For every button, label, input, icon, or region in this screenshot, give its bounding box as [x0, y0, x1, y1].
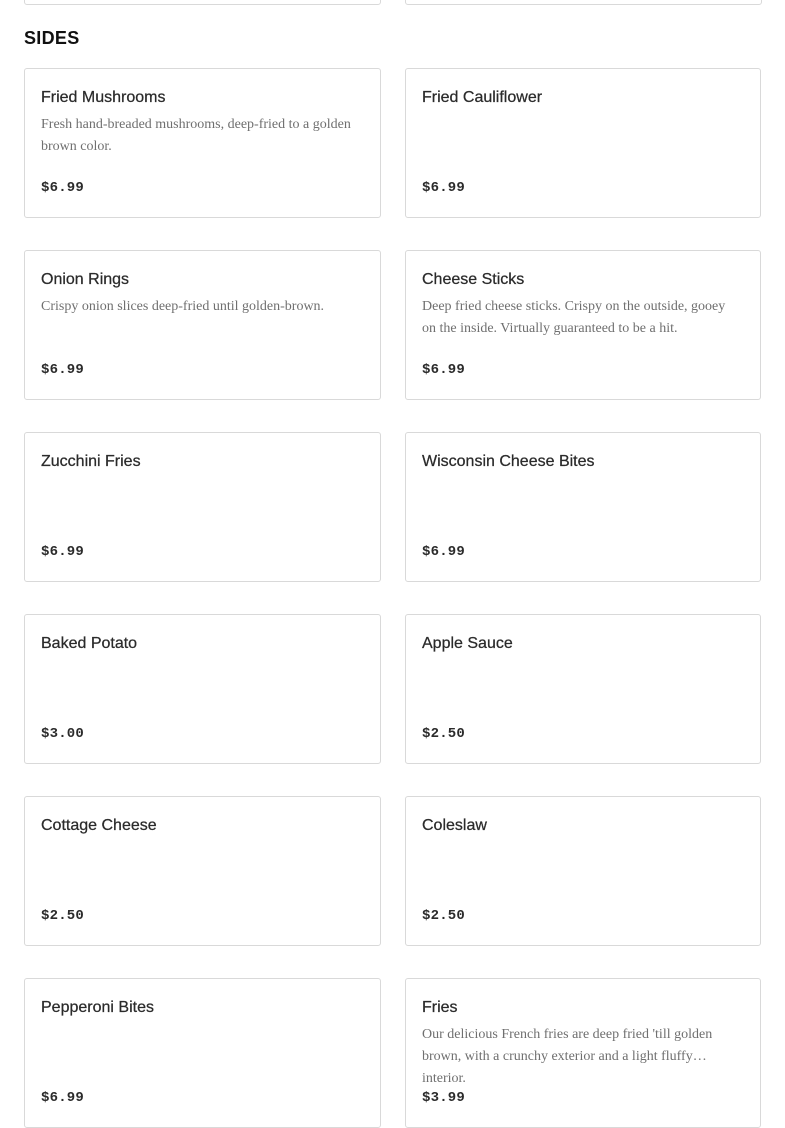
menu-item-card[interactable]: [24, 432, 381, 582]
menu-item-price: $6.99: [41, 362, 85, 378]
menu-item-description: Our delicious French fries are deep fried 'till golden brown, with a crunchy exterior and a light fluffy interior.: [422, 1027, 713, 1086]
menu-item-card[interactable]: [405, 432, 761, 582]
menu-item-card[interactable]: [405, 796, 761, 946]
menu-item-price: $3.99: [422, 1090, 466, 1106]
menu-item-name: Wisconsin Cheese Bites: [422, 453, 595, 470]
menu-item-price: $6.99: [41, 544, 85, 560]
menu-item-card[interactable]: [24, 68, 381, 218]
menu-item-name: Fried Mushrooms: [41, 89, 166, 106]
menu-item-name: Cheese Sticks: [422, 271, 525, 288]
menu-item-name: Fried Cauliflower: [422, 89, 543, 106]
menu-item-price: $6.99: [422, 544, 466, 560]
menu-items-grid: [24, 68, 761, 1128]
previous-section-card[interactable]: [405, 0, 762, 5]
previous-section-card[interactable]: [24, 0, 381, 5]
menu-item-card[interactable]: [24, 978, 381, 1128]
menu-item-price: $6.99: [422, 362, 466, 378]
menu-item-name: Onion Rings: [41, 271, 130, 288]
menu-item-name: Fries: [422, 999, 458, 1016]
menu-item-card[interactable]: [24, 796, 381, 946]
menu-item-price: $6.99: [41, 180, 85, 196]
menu-item-description: Deep fried cheese sticks. Crispy on the outside, gooey on the inside. Virtually guaranteed to be a hit.: [422, 299, 726, 336]
menu-item-card[interactable]: [405, 68, 761, 218]
menu-item-card[interactable]: [405, 250, 761, 400]
menu-item-card[interactable]: [405, 978, 761, 1128]
menu-item-name: Cottage Cheese: [41, 817, 157, 834]
menu-item-price: $3.00: [41, 726, 85, 742]
menu-item-description: Crispy onion slices deep-fried until golden-brown.: [41, 299, 325, 314]
menu-item-price: $2.50: [422, 908, 466, 924]
menu-item-name: Pepperoni Bites: [41, 999, 154, 1016]
menu-item-card[interactable]: [24, 250, 381, 400]
menu-item-name: Coleslaw: [422, 817, 487, 834]
menu-item-name: Baked Potato: [41, 635, 138, 652]
menu-item-price: $2.50: [41, 908, 85, 924]
menu-item-name: Apple Sauce: [422, 635, 513, 652]
menu-item-card[interactable]: [405, 614, 761, 764]
section-title: SIDES: [24, 28, 80, 48]
menu-item-name: Zucchini Fries: [41, 453, 141, 470]
menu-item-price: $2.50: [422, 726, 466, 742]
menu-item-card[interactable]: [24, 614, 381, 764]
menu-item-description: Fresh hand-breaded mushrooms, deep-fried to a golden brown color.: [41, 117, 351, 154]
menu-item-price: $6.99: [422, 180, 466, 196]
menu-item-price: $6.99: [41, 1090, 85, 1106]
